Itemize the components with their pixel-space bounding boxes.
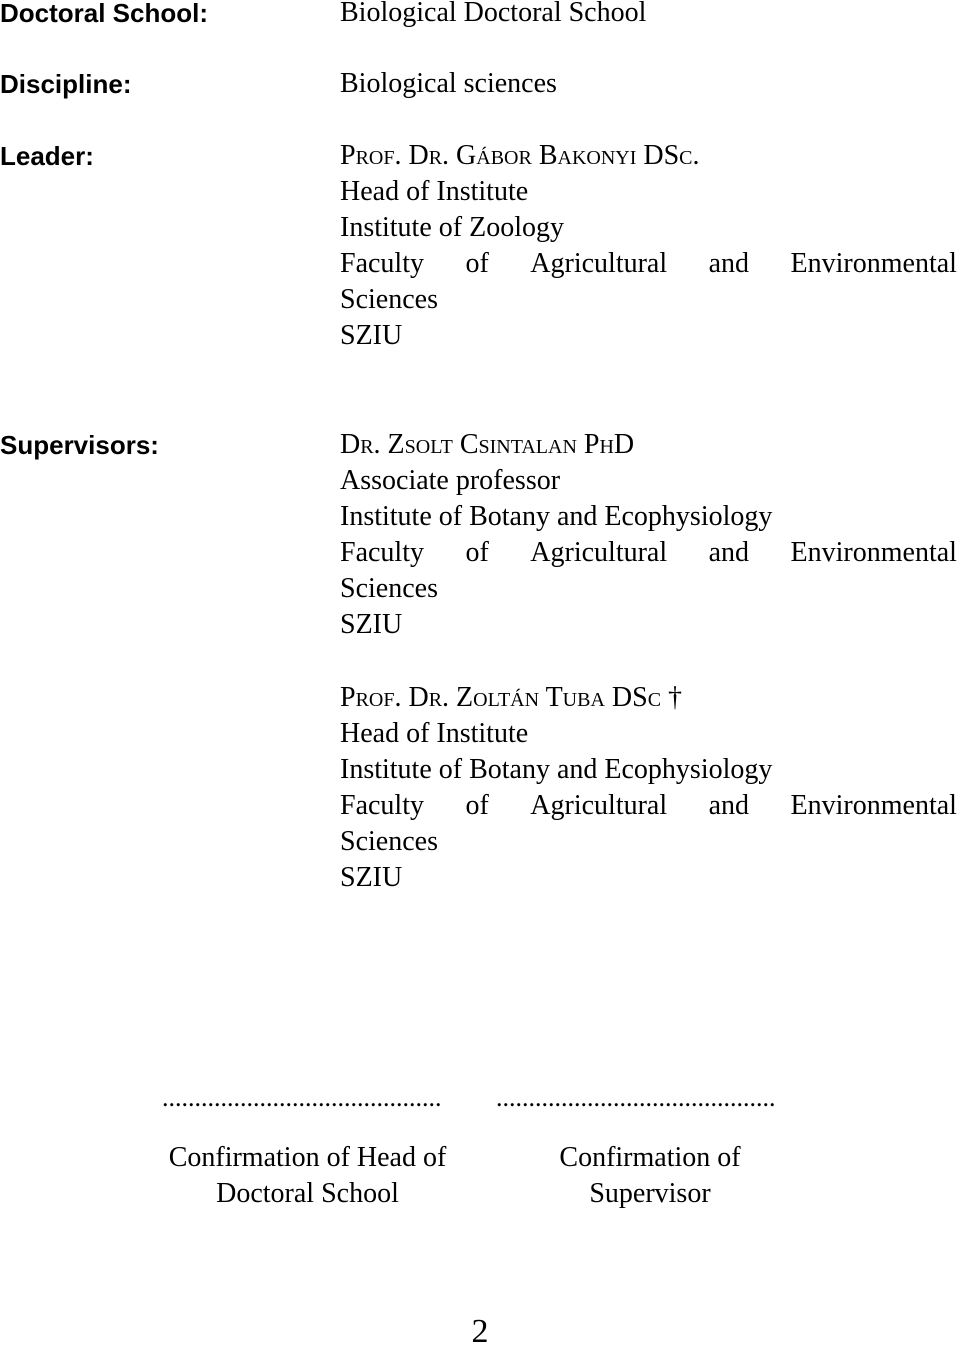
discipline-label: Discipline: <box>0 69 132 99</box>
discipline-name: Biological sciences <box>340 68 557 99</box>
supervisor-faculty-line <box>340 535 957 571</box>
faculty-word: Agricultural <box>530 790 668 821</box>
leader-institute: Institute of Zoology <box>340 212 564 243</box>
supervisor-faculty-end: Sciences <box>340 573 438 604</box>
leader-university: SZIU <box>340 320 403 351</box>
supervisor-position: Head of Institute <box>340 718 529 749</box>
doctoral-school-name: Biological Doctoral School <box>340 0 647 28</box>
doctoral-school-value <box>340 0 957 31</box>
faculty-word: Environmental <box>790 790 957 821</box>
signature-caption: Supervisor <box>589 1178 711 1209</box>
supervisor-name: Prof. Dr. Zoltán Tuba DSc † <box>340 682 683 713</box>
leader-faculty-line <box>340 246 957 282</box>
leader-label: Leader: <box>0 141 94 171</box>
signature-supervisor <box>490 1080 810 1212</box>
supervisor-faculty-end: Sciences <box>340 826 438 857</box>
supervisor-university: SZIU <box>340 862 403 893</box>
faculty-word: Faculty <box>340 248 424 279</box>
faculty-word: of <box>465 537 489 568</box>
faculty-word: and <box>708 790 750 821</box>
faculty-word: Faculty <box>340 790 424 821</box>
supervisors-label: Supervisors: <box>0 430 159 460</box>
doctoral-school-label: Doctoral School: <box>0 0 209 28</box>
signature-caption: Confirmation of <box>559 1142 741 1173</box>
signature-head-of-school <box>140 1080 475 1212</box>
signature-line: ........................................... <box>496 1083 776 1112</box>
faculty-word: Agricultural <box>530 248 668 279</box>
leader-position: Head of Institute <box>340 176 529 207</box>
supervisor-block-2 <box>340 680 957 896</box>
leader-faculty-end: Sciences <box>340 284 438 315</box>
supervisor-block-1 <box>340 427 957 643</box>
faculty-word: Faculty <box>340 537 424 568</box>
page-number: 2 <box>471 1313 489 1346</box>
faculty-word: of <box>465 248 489 279</box>
supervisor-name: Dr. Zsolt Csintalan PhD <box>340 429 635 460</box>
signature-caption: Confirmation of Head of <box>168 1142 447 1173</box>
leader-name: Prof. Dr. Gábor Bakonyi DSc. <box>340 140 700 171</box>
supervisor-institute: Institute of Botany and Ecophysiology <box>340 754 773 785</box>
faculty-word: Environmental <box>790 537 957 568</box>
faculty-word: Environmental <box>790 248 957 279</box>
supervisor-faculty-line <box>340 788 957 824</box>
signature-line: ........................................... <box>162 1083 442 1112</box>
supervisor-university: SZIU <box>340 609 403 640</box>
faculty-word: of <box>465 790 489 821</box>
faculty-word: and <box>708 537 750 568</box>
discipline-value <box>340 66 957 102</box>
faculty-word: and <box>708 248 750 279</box>
supervisor-position: Associate professor <box>340 465 561 496</box>
faculty-word: Agricultural <box>530 537 668 568</box>
supervisor-institute: Institute of Botany and Ecophysiology <box>340 501 773 532</box>
signature-caption: Doctoral School <box>216 1178 399 1209</box>
leader-block <box>340 138 957 354</box>
